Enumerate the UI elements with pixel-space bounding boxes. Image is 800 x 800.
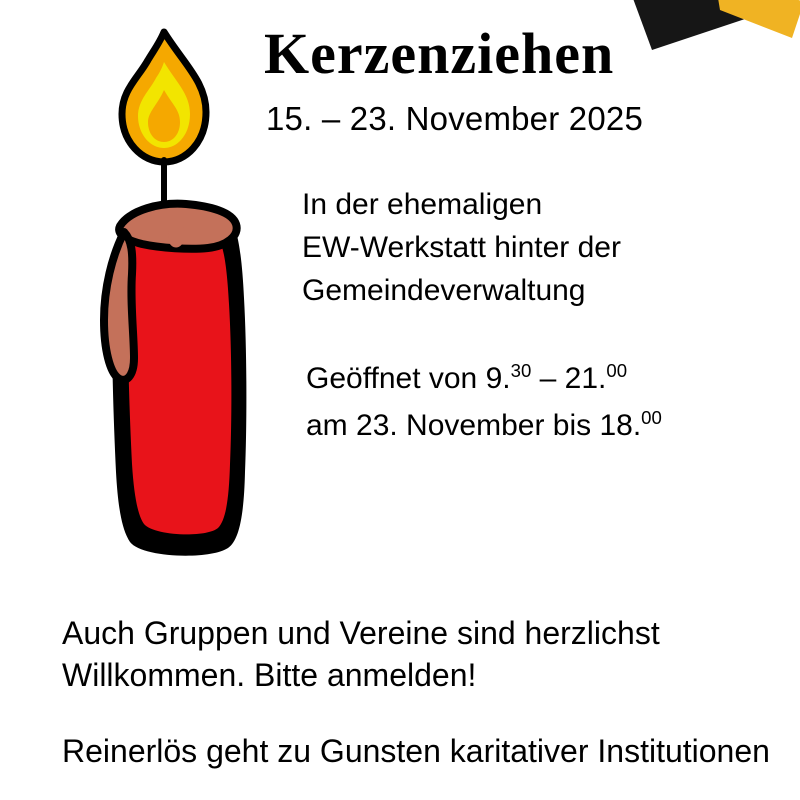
hours-prefix: Geöffnet von 9. bbox=[306, 362, 511, 396]
event-dates: 15. – 23. November 2025 bbox=[266, 99, 644, 137]
hours-sup-30: 30 bbox=[510, 360, 532, 382]
event-location bbox=[302, 184, 778, 312]
candle-illustration bbox=[60, 20, 290, 580]
location-line-3: Gemeindeverwaltung bbox=[302, 273, 586, 307]
groups-welcome-paragraph: Auch Gruppen und Vereine sind herzlichst Willkommen. Bitte anmelden! bbox=[62, 615, 660, 694]
opening-hours-line-2 bbox=[306, 403, 778, 450]
proceeds-paragraph: Reinerlös geht zu Gunsten karitativer Institutionen bbox=[62, 733, 770, 770]
location-line-2: EW-Werkstatt hinter der bbox=[302, 231, 621, 265]
page-title: Kerzenziehen bbox=[264, 21, 615, 86]
location-line-1: In der ehemaligen bbox=[302, 188, 543, 222]
hours-last-day-prefix: am 23. November bis 18. bbox=[306, 408, 642, 442]
opening-hours-line-1 bbox=[306, 356, 778, 403]
candle-graphic bbox=[60, 20, 290, 580]
hours-last-day-sup: 00 bbox=[641, 406, 662, 428]
hours-mid: – 21. bbox=[531, 362, 607, 396]
opening-hours bbox=[306, 356, 778, 449]
poster-footer-text bbox=[62, 612, 774, 773]
poster-text-column bbox=[258, 21, 778, 449]
hours-sup-00: 00 bbox=[606, 360, 628, 382]
